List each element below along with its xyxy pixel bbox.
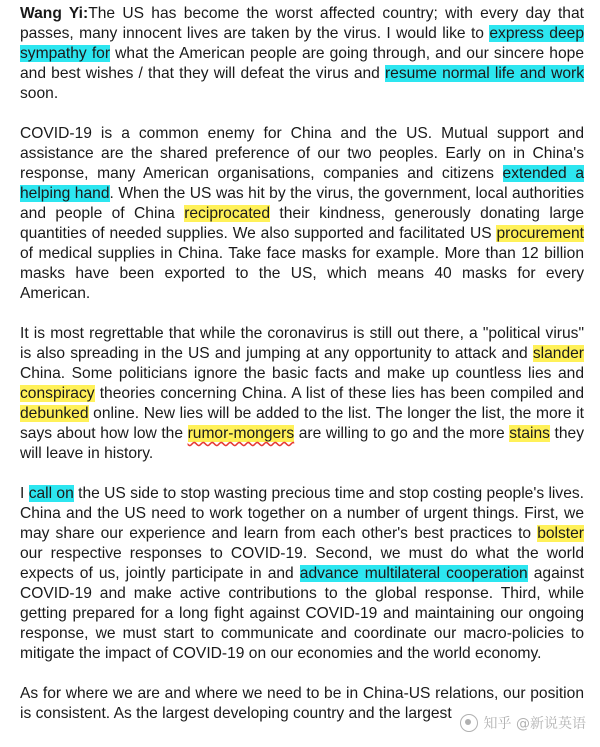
watermark-text: 知乎 @新说英语 [483,716,586,732]
watermark-logo-icon [460,714,478,732]
highlight-cyan: call on [28,485,74,502]
highlight-yellow: procurement [496,225,584,242]
highlight-cyan: resume normal life and work [384,65,584,82]
text-segment: the US side to stop wasting precious time and stop costing people's lives. China and the US need to work together on a number of urgent things. First, we may share our experience and learn from each other's best practices to [20,485,584,542]
text-segment: online. New lies will be added to the list. The longer the list, the more it says about how low the [20,405,584,442]
text-segment: their kindness, generously donating large quantities of needed supplies. We also supported and facilitated US [20,205,584,242]
highlight-yellow: debunked [20,405,89,422]
text-segment: what the American people are going through, and our sincere hope and best wishes / that they will defeat the virus and [20,45,584,82]
text-segment: The US has become the worst affected country; with every day that passes, many innocent lives are taken by the virus. I would like to [20,5,584,42]
highlight-yellow: stains [509,425,550,442]
highlight-yellow: reciprocated [184,205,270,222]
text-segment: It is most regrettable that while the coronavirus is still out there, a "political virus" is also spreading in the US and jumping at any opportunity to attack and [20,325,584,362]
text-segment: . When the US was hit by the virus, the government, local authorities and people of China [20,185,584,222]
highlight-cyan: extended a helping hand [20,165,584,202]
speaker-label: Wang Yi: [20,5,89,22]
highlight-yellow-wavy: rumor-mongers [187,425,295,442]
highlight-yellow: conspiracy [20,385,95,402]
document-body [20,4,584,744]
highlight-cyan: advance multilateral cooperation [299,565,528,582]
text-segment: our respective responses to COVID-19. Second, we must do what the world expects of us, jointly participate in and [20,545,584,582]
paragraph-3 [20,324,584,464]
highlight-cyan: express deep sympathy for [20,25,584,62]
text-segment: COVID-19 is a common enemy for China and the US. Mutual support and assistance are the shared preference of our two peoples. Early on in China's response, many American organisations, companies and citizens [20,125,584,182]
text-segment: of medical supplies in China. Take face masks for example. More than 12 billion masks have been exported to the US, which means 40 masks for every American. [20,245,584,302]
watermark [460,713,586,733]
text-segment: against COVID-19 and make active contributions to the global response. Third, while getting prepared for a long fight against COVID-19 and maintaining our ongoing response, we must start to communicate and coordinate our macro-policies to mitigate the impact of COVID-19 on our economies and the world economy. [20,565,585,662]
text-segment: soon. [20,85,59,102]
text-segment: As for where we are and where we need to be in China-US relations, our position is consistent. As the largest developing country and the largest [20,685,584,722]
paragraph-4 [20,484,584,664]
highlight-yellow: bolster [537,525,584,542]
text-segment: I [20,485,29,502]
paragraph-1 [20,4,584,104]
text-segment: they will leave in history. [20,425,585,462]
text-segment: are willing to go and the more [294,425,510,442]
highlight-yellow: slander [532,345,584,362]
text-segment: China. Some politicians ignore the basic facts and make up countless lies and [20,365,584,382]
paragraph-2 [20,124,584,304]
text-segment: theories concerning China. A list of these lies has been compiled and [94,385,584,402]
